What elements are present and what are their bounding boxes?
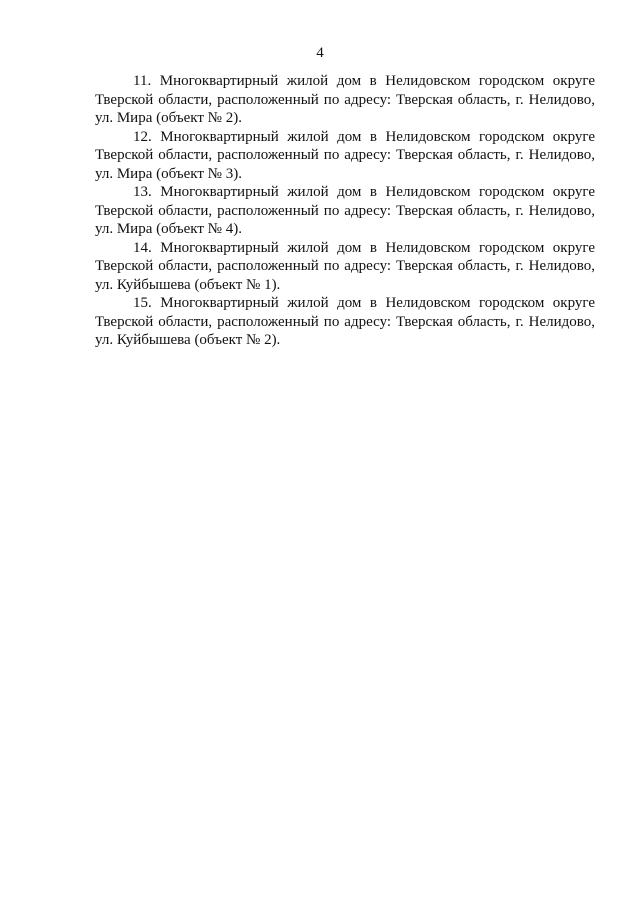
document-body — [95, 72, 595, 350]
list-item-15: 15. Многоквартирный жилой дом в Нелидовском городском округе Тверской области, расположенный по адресу: Тверская область, г. Нелидово, ул. Куйбышева (объект № 2). — [95, 295, 595, 348]
page-number: 4 — [316, 45, 324, 61]
list-item-14: 14. Многоквартирный жилой дом в Нелидовском городском округе Тверской области, расположенный по адресу: Тверская область, г. Нелидово, ул. Куйбышева (объект № 1). — [95, 239, 595, 293]
list-item-13: 13. Многоквартирный жилой дом в Нелидовском городском округе Тверской области, расположенный по адресу: Тверская область, г. Нелидово, ул. Мира (объект № 4). — [95, 184, 595, 237]
list-item-11: 11. Многоквартирный жилой дом в Нелидовском городском округе Тверской области, расположенный по адресу: Тверская область, г. Нелидово, ул. Мира (объект № 2). — [95, 73, 595, 126]
list-item-12: 12. Многоквартирный жилой дом в Нелидовском городском округе Тверской области, расположенный по адресу: Тверская область, г. Нелидово, ул. Мира (объект № 3). — [95, 128, 595, 182]
